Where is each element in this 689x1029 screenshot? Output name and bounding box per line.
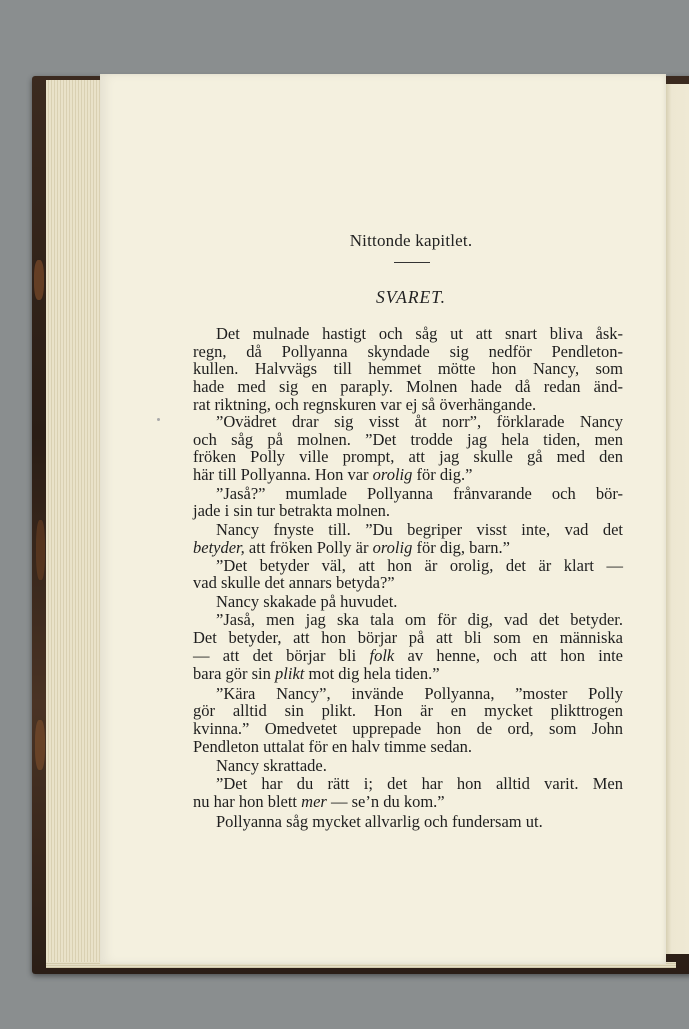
emphasized-word: orolig: [372, 538, 413, 557]
text-segment: jade i sin tur betrakta molnen.: [193, 501, 391, 520]
text-segment: här till Pollyanna. Hon var: [193, 465, 373, 484]
text-segment: fröken Polly ville prompt, att jag skulle gå med den: [193, 447, 623, 466]
text-segment: för dig, barn.”: [412, 538, 510, 557]
text-segment: att fröken Polly är: [244, 538, 373, 557]
emphasized-word: betyder,: [193, 538, 245, 557]
title-divider: [394, 262, 430, 263]
text-segment: ”Kära Nancy”, invände Pollyanna, ”moster Polly: [216, 684, 623, 703]
text-segment: bara gör sin: [193, 664, 276, 683]
text-line: [216, 412, 623, 431]
text-segment: vad skulle det annars betyda?”: [193, 573, 395, 592]
text-line: [216, 756, 623, 775]
text-line: [193, 465, 623, 484]
page-stack: [46, 80, 107, 966]
text-segment: rat riktning, och regnskuren var ej så överhängande.: [193, 395, 537, 414]
text-segment: regn, då Pollyanna skyndade sig nedför Pendleton-: [193, 342, 623, 361]
text-segment: Nancy skakade på huvudet.: [216, 592, 398, 611]
text-line: [193, 359, 623, 378]
text-line: [193, 377, 623, 396]
emphasized-word: plikt: [275, 664, 305, 683]
text-segment: — se’n du kom.”: [326, 792, 445, 811]
text-line: [193, 701, 623, 720]
text-line: [193, 719, 623, 738]
text-segment: Det betyder, att hon börjar på att bli som en människa: [193, 628, 623, 647]
text-segment: Pendleton uttalat för en halv timme sedan.: [193, 737, 473, 756]
emphasized-word: orolig: [372, 465, 413, 484]
text-segment: ”Ovädret drar sig visst åt norr”, förklarade Nancy: [216, 412, 623, 431]
text-segment: Nancy fnyste till. ”Du begriper visst inte, vad det: [216, 520, 623, 539]
text-line: [216, 520, 623, 539]
text-segment: Nancy skrattade.: [216, 756, 327, 775]
marbled-edge: [36, 520, 45, 580]
text-segment: ”Det har du rätt i; det har hon alltid varit. Men: [216, 774, 623, 793]
text-segment: Det mulnade hastigt och såg ut att snart bliva åsk-: [216, 324, 623, 343]
text-segment: för dig.”: [412, 465, 473, 484]
text-segment: ”Det betyder väl, att hon är orolig, det är klart —: [216, 556, 623, 575]
text-segment: nu har hon blett: [193, 792, 302, 811]
paper-speck: [157, 418, 160, 421]
text-line: [193, 628, 623, 647]
text-segment: hade med sig en paraply. Molnen hade då redan änd-: [193, 377, 623, 396]
text-line: [193, 447, 623, 466]
facing-page-edge: [664, 84, 689, 954]
text-line: [193, 538, 623, 557]
text-line: [216, 774, 623, 793]
text-segment: mot dig hela tiden.”: [304, 664, 440, 683]
text-segment: gör alltid sin plikt. Hon är en mycket plikttrogen: [193, 701, 623, 720]
marbled-edge: [35, 720, 45, 770]
text-segment: och såg på molnen. ”Det trodde jag hela tiden, men: [193, 430, 623, 449]
text-line: [193, 664, 623, 683]
text-segment: ”Jaså?” mumlade Pollyanna frånvarande och bör-: [216, 484, 623, 503]
section-heading: SVARET.: [375, 287, 447, 307]
text-segment: — att det börjar bli: [193, 646, 370, 665]
text-segment: ”Jaså, men jag ska tala om för dig, vad det betyder.: [216, 610, 623, 629]
text-line: [216, 592, 623, 611]
text-segment: kvinna.” Omedvetet upprepade hon de ord, som John: [193, 719, 623, 738]
text-segment: kullen. Halvvägs till hemmet mötte hon Nancy, som: [193, 359, 623, 378]
text-line: [216, 812, 623, 831]
text-line: [193, 646, 623, 665]
text-segment: av henne, och att hon inte: [394, 646, 623, 665]
text-line: [216, 610, 623, 629]
text-line: [193, 792, 623, 811]
emphasized-word: folk: [369, 646, 395, 665]
text-line: [193, 573, 623, 592]
emphasized-word: mer: [301, 792, 327, 811]
text-line: [193, 501, 623, 520]
text-line: [193, 737, 623, 756]
chapter-title: Nittonde kapitlet.: [349, 231, 473, 250]
text-segment: Pollyanna såg mycket allvarlig och fundersam ut.: [216, 812, 543, 831]
text-line: [216, 324, 623, 343]
